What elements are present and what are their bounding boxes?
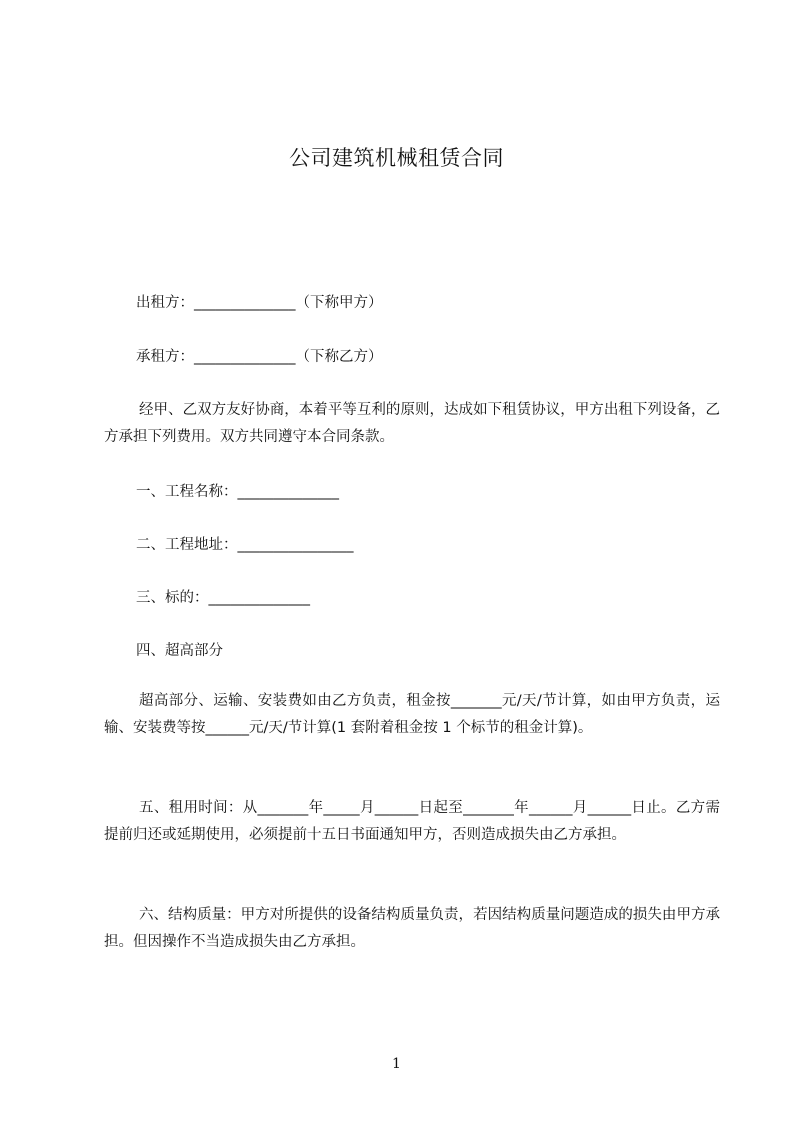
intro-paragraph: 经甲、乙双方友好协商，本着平等互利的原则，达成如下租赁协议，甲方出租下列设备，乙方承担下列费用。双方共同遵守本合同条款。 [104, 402, 720, 445]
project-name-line: 一、工程名称：______________ [136, 484, 339, 500]
project-address-line: 二、工程地址：________________ [136, 537, 354, 553]
rental-period-paragraph: 五、租用时间：从_______年_____月______日起至_______年______月______日止。乙方需提前归还或延期使用，必须提前十五日书面通知甲方，否则造成损失由乙方承担。 [104, 800, 720, 843]
structural-quality-paragraph: 六、结构质量：甲方对所提供的设备结构质量负责，若因结构质量问题造成的损失由甲方承担。但因操作不当造成损失由乙方承担。 [104, 907, 720, 950]
page-number: 1 [392, 1056, 401, 1072]
section-heading-overheight: 四、超高部分 [136, 643, 223, 659]
overheight-paragraph: 超高部分、运输、安装费如由乙方负责，租金按_______元/天/节计算，如由甲方负责，运输、安装费等按______元/天/节计算(1 套附着租金按 1 个标节的租金计算)。 [104, 693, 720, 736]
subject-line: 三、标的：______________ [136, 590, 310, 606]
page-title: 公司建筑机械租赁合同 [289, 146, 504, 170]
lessee-line: 承租方：______________（下称乙方） [136, 349, 383, 365]
lessor-line: 出租方：______________（下称甲方） [136, 295, 383, 311]
